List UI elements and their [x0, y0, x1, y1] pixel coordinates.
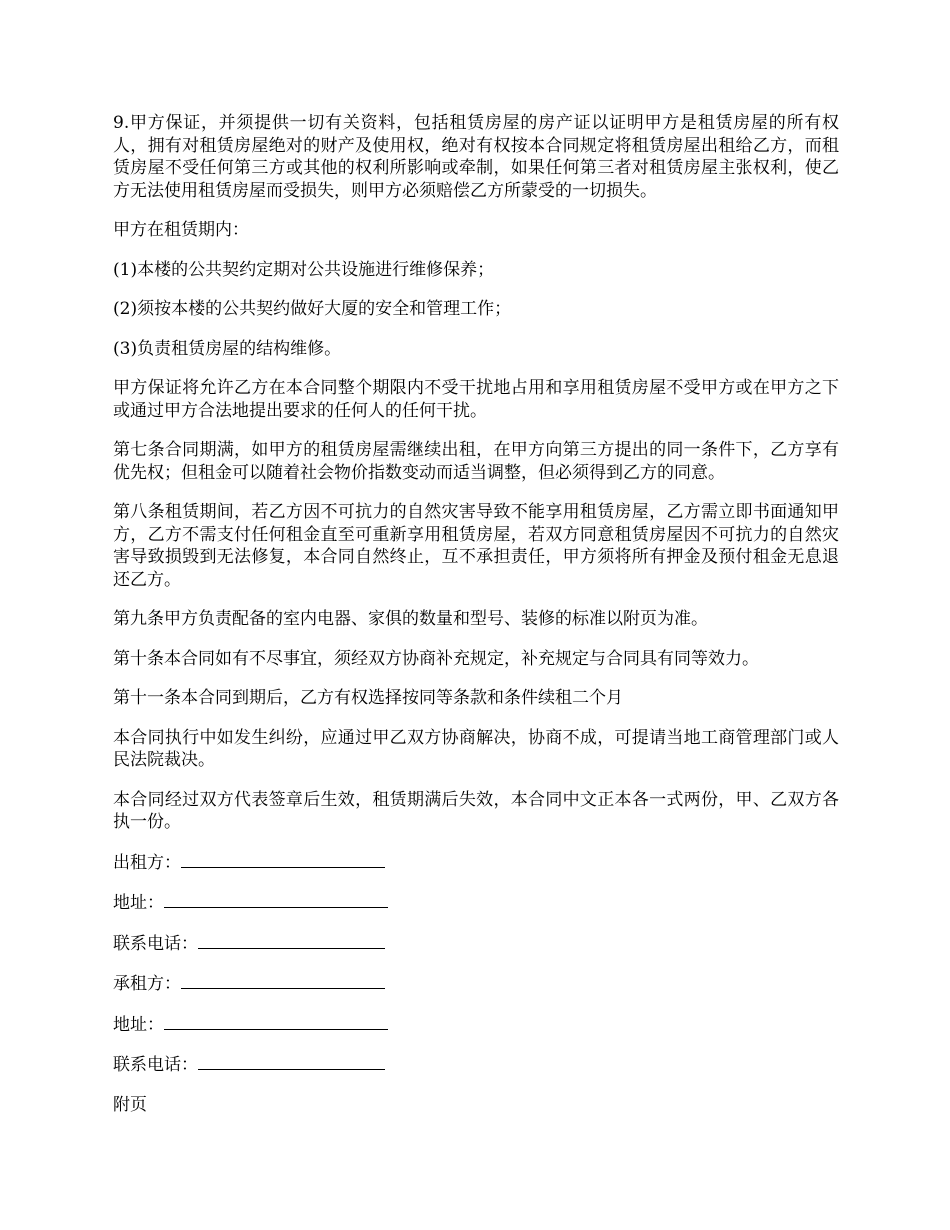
lessee-phone-label: 联系电话：	[113, 1055, 198, 1075]
lessor-address-line	[113, 891, 838, 915]
lessor-signature-line	[113, 851, 838, 875]
lessee-signature-line	[113, 972, 838, 996]
lessor-phone-blank[interactable]	[198, 932, 385, 949]
landlord-duty-2: (2)须按本楼的公共契约做好大厦的安全和管理工作；	[113, 299, 512, 319]
lessee-address-line	[113, 1013, 838, 1037]
landlord-duty-1: (1)本楼的公共契约定期对公共设施进行维修保养；	[113, 259, 495, 280]
lessor-address-blank[interactable]	[164, 891, 388, 908]
clause-9-landlord-guarantee: 9.甲方保证，并须提供一切有关资料，包括租赁房屋的房产证以证明甲方是租赁房屋的所有权人，拥有对租赁房屋绝对的财产及使用权，绝对有权按本合同规定将租赁房屋出租给乙方，而租赁房屋不受任何第三方或其他的权利所影响或牵制，如果任何第三者对租赁房屋主张权利，使乙方无法使用租赁房屋而受损失，则甲方必须赔偿乙方所蒙受的一切损失。	[113, 113, 839, 201]
landlord-duties-heading: 甲方在租赁期内：	[113, 220, 249, 240]
dispute-resolution-clause: 本合同执行中如发生纠纷，应通过甲乙双方协商解决，协商不成，可提请当地工商管理部门或人民法院裁决。	[113, 727, 839, 770]
effectiveness-clause: 本合同经过双方代表签章后生效，租赁期满后失效，本合同中文正本各一式两份，甲、乙双方各执一份。	[113, 789, 839, 832]
lessee-address-blank[interactable]	[164, 1013, 388, 1030]
lessor-address-label: 地址：	[113, 893, 164, 913]
article-8-force-majeure: 第八条租赁期间，若乙方因不可抗力的自然灾害导致不能享用租赁房屋，乙方需立即书面通知甲方，乙方不需支付任何租金直至可重新享用租赁房屋，若双方同意租赁房屋因不可抗力的自然灾害导致损毁到无法修复，本合同自然终止，互不承担责任，甲方须将所有押金及预付租金无息退还乙方。	[113, 502, 839, 590]
lessee-phone-line	[113, 1053, 838, 1077]
article-10-supplement: 第十条本合同如有不尽事宜，须经双方协商补充规定，补充规定与合同具有同等效力。	[113, 648, 759, 669]
lessee-label: 承租方：	[113, 974, 181, 994]
lessor-phone-line	[113, 932, 838, 956]
lessor-label: 出租方：	[113, 852, 181, 873]
landlord-duty-3: (3)负责租赁房屋的结构维修。	[113, 338, 342, 359]
lessee-address-label: 地址：	[113, 1014, 164, 1035]
lessee-phone-blank[interactable]	[198, 1053, 385, 1070]
appendix-label: 附页	[113, 1094, 147, 1115]
article-11-extension: 第十一条本合同到期后，乙方有权选择按同等条款和条件续租二个月	[113, 688, 623, 708]
article-9-furnishings: 第九条甲方负责配备的室内电器、家俱的数量和型号、装修的标准以附页为准。	[113, 609, 708, 629]
article-7-renewal: 第七条合同期满，如甲方的租赁房屋需继续出租，在甲方向第三方提出的同一条件下，乙方享有优先权；但租金可以随着社会物价指数变动而适当调整，但必须得到乙方的同意。	[113, 440, 839, 483]
quiet-enjoyment-clause: 甲方保证将允许乙方在本合同整个期限内不受干扰地占用和享用租赁房屋不受甲方或在甲方之下或通过甲方合法地提出要求的任何人的任何干扰。	[113, 378, 839, 421]
lessor-phone-label: 联系电话：	[113, 933, 198, 954]
lessor-blank[interactable]	[181, 851, 385, 868]
lessee-blank[interactable]	[181, 972, 385, 989]
